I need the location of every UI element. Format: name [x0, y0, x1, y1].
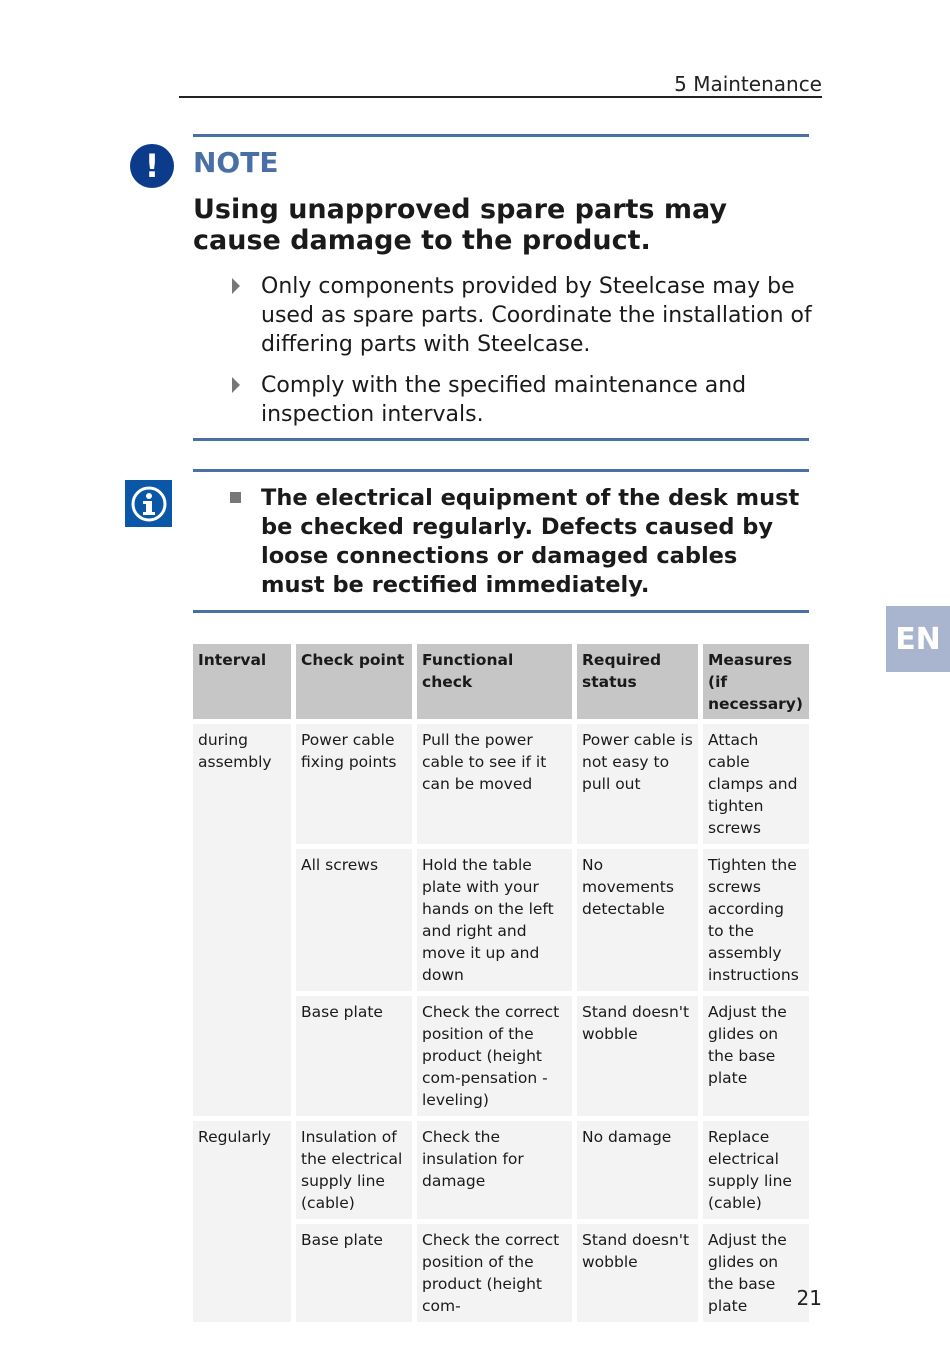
- note-bullet-text: Only components provided by Steelcase may be used as spare parts. Coordinate the installation of differing parts with Steelcase.: [261, 274, 812, 357]
- measures-cell: Replace electrical supply line (cable): [703, 1121, 809, 1219]
- required-status-cell: Stand doesn't wobble: [577, 996, 698, 1116]
- functional-check-cell: Check the correct position of the product (height com-pensation - leveling): [417, 996, 572, 1116]
- section-title: 5 Maintenance: [674, 72, 822, 96]
- note-bullet-text: Comply with the specified maintenance and inspection intervals.: [261, 373, 747, 427]
- measures-cell: Attach cable clamps and tighten screws: [703, 724, 809, 844]
- measures-cell: Adjust the glides on the base plate: [703, 1224, 809, 1322]
- required-status-cell: Power cable is not easy to pull out: [577, 724, 698, 844]
- measures-cell: Tighten the screws according to the assembly instructions: [703, 849, 809, 991]
- triangle-bullet-icon: [232, 278, 240, 294]
- check-point-cell: Base plate: [296, 1224, 412, 1322]
- check-point-cell: Base plate: [296, 996, 412, 1116]
- note-bullet-1: [232, 272, 812, 362]
- interval-cell: during assembly: [193, 724, 291, 1116]
- required-status-cell: No movements detectable: [577, 849, 698, 991]
- note-heading: Using unapproved spare parts may cause damage to the product.: [193, 194, 728, 256]
- header-measures: Measures (if necessary): [703, 644, 809, 719]
- measures-cell: Adjust the glides on the base plate: [703, 996, 809, 1116]
- header-interval: Interval: [193, 644, 291, 719]
- info-top-rule: [193, 469, 809, 472]
- table-header-row: [193, 644, 809, 719]
- header-check-point: Check point: [296, 644, 412, 719]
- note-bullet-2: [232, 371, 812, 431]
- note-top-rule: [193, 134, 809, 137]
- triangle-bullet-icon: [232, 377, 240, 393]
- header-required-status: Required status: [577, 644, 698, 719]
- functional-check-cell: Check the correct position of the product (height com-: [417, 1224, 572, 1322]
- header-functional-check: Functional check: [417, 644, 572, 719]
- required-status-cell: No damage: [577, 1121, 698, 1219]
- maintenance-table: [188, 639, 814, 1327]
- info-bottom-rule: [193, 610, 809, 613]
- exclamation-icon: !: [130, 144, 174, 188]
- note-bottom-rule: [193, 438, 809, 441]
- language-tab: EN: [886, 606, 950, 672]
- check-point-cell: Power cable fixing points: [296, 724, 412, 844]
- table-row: [193, 724, 809, 844]
- check-point-cell: Insulation of the electrical supply line (cable): [296, 1121, 412, 1219]
- info-text: The electrical equipment of the desk must be checked regularly. Defects caused by loose connections or damaged cables must be rectified immediately.: [261, 485, 800, 598]
- functional-check-cell: Pull the power cable to see if it can be moved: [417, 724, 572, 844]
- check-point-cell: All screws: [296, 849, 412, 991]
- table-row: [193, 1121, 809, 1219]
- page-number: 21: [796, 1286, 822, 1310]
- square-bullet-icon: [230, 492, 241, 503]
- header-rule: [179, 96, 822, 98]
- functional-check-cell: Check the insulation for damage: [417, 1121, 572, 1219]
- info-icon: [125, 480, 172, 527]
- note-label: NOTE: [193, 146, 279, 179]
- functional-check-cell: Hold the table plate with your hands on the left and right and move it up and down: [417, 849, 572, 991]
- interval-cell: Regularly: [193, 1121, 291, 1322]
- required-status-cell: Stand doesn't wobble: [577, 1224, 698, 1322]
